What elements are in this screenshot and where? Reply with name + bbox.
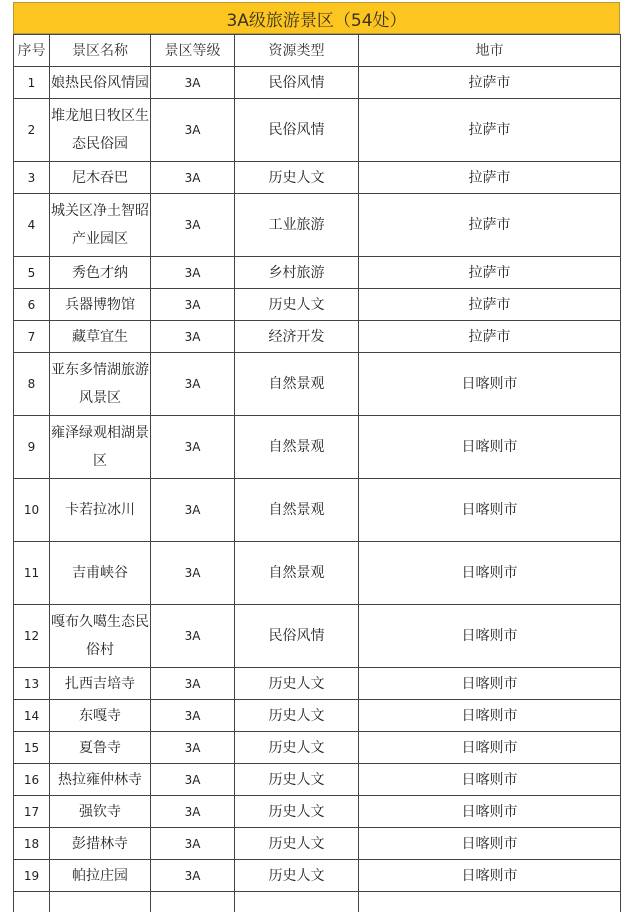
cell-name: 帕拉庄园 bbox=[50, 860, 151, 892]
table-row bbox=[14, 796, 621, 828]
cell-type: 民俗风情 bbox=[235, 67, 359, 99]
cell-no: 7 bbox=[14, 321, 50, 353]
cell-type: 自然景观 bbox=[235, 542, 359, 605]
cell-name: 城关区净土智昭产业园区 bbox=[50, 194, 151, 257]
table-row bbox=[14, 732, 621, 764]
cell-level: 3A bbox=[151, 321, 235, 353]
cell-name: 强钦寺 bbox=[50, 796, 151, 828]
cell-city: 日喀则市 bbox=[359, 605, 621, 668]
cell-level: 3A bbox=[151, 194, 235, 257]
cell-empty bbox=[50, 892, 151, 912]
cell-city: 拉萨市 bbox=[359, 194, 621, 257]
cell-no: 3 bbox=[14, 162, 50, 194]
cell-city: 日喀则市 bbox=[359, 796, 621, 828]
cell-name: 卡若拉冰川 bbox=[50, 479, 151, 542]
cell-type: 自然景观 bbox=[235, 416, 359, 479]
cell-no: 4 bbox=[14, 194, 50, 257]
cell-no: 19 bbox=[14, 860, 50, 892]
cell-no: 11 bbox=[14, 542, 50, 605]
cell-city: 日喀则市 bbox=[359, 668, 621, 700]
cell-no: 18 bbox=[14, 828, 50, 860]
header-level: 景区等级 bbox=[151, 35, 235, 67]
scenic-spot-sheet bbox=[13, 2, 620, 912]
cell-level: 3A bbox=[151, 668, 235, 700]
cell-type: 历史人文 bbox=[235, 860, 359, 892]
cell-city: 日喀则市 bbox=[359, 353, 621, 416]
table-row bbox=[14, 162, 621, 194]
cell-name: 娘热民俗风情园 bbox=[50, 67, 151, 99]
cell-name: 夏鲁寺 bbox=[50, 732, 151, 764]
cell-type: 经济开发 bbox=[235, 321, 359, 353]
table-row bbox=[14, 828, 621, 860]
cell-name: 扎西吉培寺 bbox=[50, 668, 151, 700]
cell-name: 嘎布久噶生态民俗村 bbox=[50, 605, 151, 668]
table-row-partial bbox=[14, 892, 621, 912]
cell-level: 3A bbox=[151, 67, 235, 99]
cell-level: 3A bbox=[151, 732, 235, 764]
cell-name: 雍泽绿观相湖景区 bbox=[50, 416, 151, 479]
table-row bbox=[14, 860, 621, 892]
cell-no: 8 bbox=[14, 353, 50, 416]
cell-type: 历史人文 bbox=[235, 289, 359, 321]
cell-city: 拉萨市 bbox=[359, 257, 621, 289]
cell-city: 拉萨市 bbox=[359, 99, 621, 162]
cell-level: 3A bbox=[151, 353, 235, 416]
cell-type: 工业旅游 bbox=[235, 194, 359, 257]
cell-level: 3A bbox=[151, 542, 235, 605]
cell-city: 拉萨市 bbox=[359, 67, 621, 99]
header-type: 资源类型 bbox=[235, 35, 359, 67]
cell-no: 17 bbox=[14, 796, 50, 828]
cell-type: 民俗风情 bbox=[235, 99, 359, 162]
table-row bbox=[14, 416, 621, 479]
cell-level: 3A bbox=[151, 99, 235, 162]
table-row bbox=[14, 605, 621, 668]
cell-level: 3A bbox=[151, 828, 235, 860]
cell-type: 历史人文 bbox=[235, 828, 359, 860]
table-row bbox=[14, 321, 621, 353]
cell-type: 历史人文 bbox=[235, 764, 359, 796]
cell-type: 历史人文 bbox=[235, 732, 359, 764]
cell-type: 民俗风情 bbox=[235, 605, 359, 668]
cell-city: 日喀则市 bbox=[359, 764, 621, 796]
cell-no: 12 bbox=[14, 605, 50, 668]
cell-level: 3A bbox=[151, 605, 235, 668]
cell-name: 吉甫峡谷 bbox=[50, 542, 151, 605]
table-row bbox=[14, 668, 621, 700]
cell-name: 堆龙旭日牧区生态民俗园 bbox=[50, 99, 151, 162]
cell-empty bbox=[235, 892, 359, 912]
cell-name: 彭措林寺 bbox=[50, 828, 151, 860]
cell-type: 自然景观 bbox=[235, 353, 359, 416]
cell-name: 东嘎寺 bbox=[50, 700, 151, 732]
cell-level: 3A bbox=[151, 764, 235, 796]
cell-level: 3A bbox=[151, 700, 235, 732]
header-name: 景区名称 bbox=[50, 35, 151, 67]
header-no: 序号 bbox=[14, 35, 50, 67]
table-row bbox=[14, 542, 621, 605]
cell-level: 3A bbox=[151, 416, 235, 479]
cell-level: 3A bbox=[151, 796, 235, 828]
cell-type: 历史人文 bbox=[235, 700, 359, 732]
cell-type: 历史人文 bbox=[235, 796, 359, 828]
cell-no: 10 bbox=[14, 479, 50, 542]
table-row bbox=[14, 479, 621, 542]
cell-type: 历史人文 bbox=[235, 668, 359, 700]
cell-empty bbox=[14, 892, 50, 912]
cell-type: 历史人文 bbox=[235, 162, 359, 194]
cell-city: 拉萨市 bbox=[359, 321, 621, 353]
cell-no: 5 bbox=[14, 257, 50, 289]
cell-no: 15 bbox=[14, 732, 50, 764]
cell-name: 亚东多情湖旅游风景区 bbox=[50, 353, 151, 416]
header-city: 地市 bbox=[359, 35, 621, 67]
cell-no: 16 bbox=[14, 764, 50, 796]
cell-city: 日喀则市 bbox=[359, 416, 621, 479]
cell-level: 3A bbox=[151, 162, 235, 194]
cell-no: 1 bbox=[14, 67, 50, 99]
table-row bbox=[14, 764, 621, 796]
cell-no: 2 bbox=[14, 99, 50, 162]
cell-type: 自然景观 bbox=[235, 479, 359, 542]
scenic-spot-table bbox=[13, 34, 621, 912]
cell-name: 兵器博物馆 bbox=[50, 289, 151, 321]
table-row bbox=[14, 700, 621, 732]
cell-city: 拉萨市 bbox=[359, 289, 621, 321]
cell-city: 日喀则市 bbox=[359, 828, 621, 860]
header-row bbox=[14, 35, 621, 67]
table-title: 3A级旅游景区（54处） bbox=[13, 2, 620, 34]
cell-city: 拉萨市 bbox=[359, 162, 621, 194]
cell-no: 13 bbox=[14, 668, 50, 700]
cell-city: 日喀则市 bbox=[359, 542, 621, 605]
table-row bbox=[14, 99, 621, 162]
table-row bbox=[14, 257, 621, 289]
cell-level: 3A bbox=[151, 289, 235, 321]
cell-type: 乡村旅游 bbox=[235, 257, 359, 289]
table-row bbox=[14, 194, 621, 257]
cell-level: 3A bbox=[151, 257, 235, 289]
cell-level: 3A bbox=[151, 860, 235, 892]
table-row bbox=[14, 353, 621, 416]
cell-city: 日喀则市 bbox=[359, 860, 621, 892]
cell-level: 3A bbox=[151, 479, 235, 542]
cell-empty bbox=[151, 892, 235, 912]
cell-no: 9 bbox=[14, 416, 50, 479]
cell-no: 14 bbox=[14, 700, 50, 732]
cell-empty bbox=[359, 892, 621, 912]
table-row bbox=[14, 289, 621, 321]
cell-city: 日喀则市 bbox=[359, 700, 621, 732]
cell-name: 秀色才纳 bbox=[50, 257, 151, 289]
cell-name: 热拉雍仲林寺 bbox=[50, 764, 151, 796]
cell-city: 日喀则市 bbox=[359, 732, 621, 764]
cell-no: 6 bbox=[14, 289, 50, 321]
table-row bbox=[14, 67, 621, 99]
cell-name: 藏草宜生 bbox=[50, 321, 151, 353]
cell-city: 日喀则市 bbox=[359, 479, 621, 542]
cell-name: 尼木吞巴 bbox=[50, 162, 151, 194]
